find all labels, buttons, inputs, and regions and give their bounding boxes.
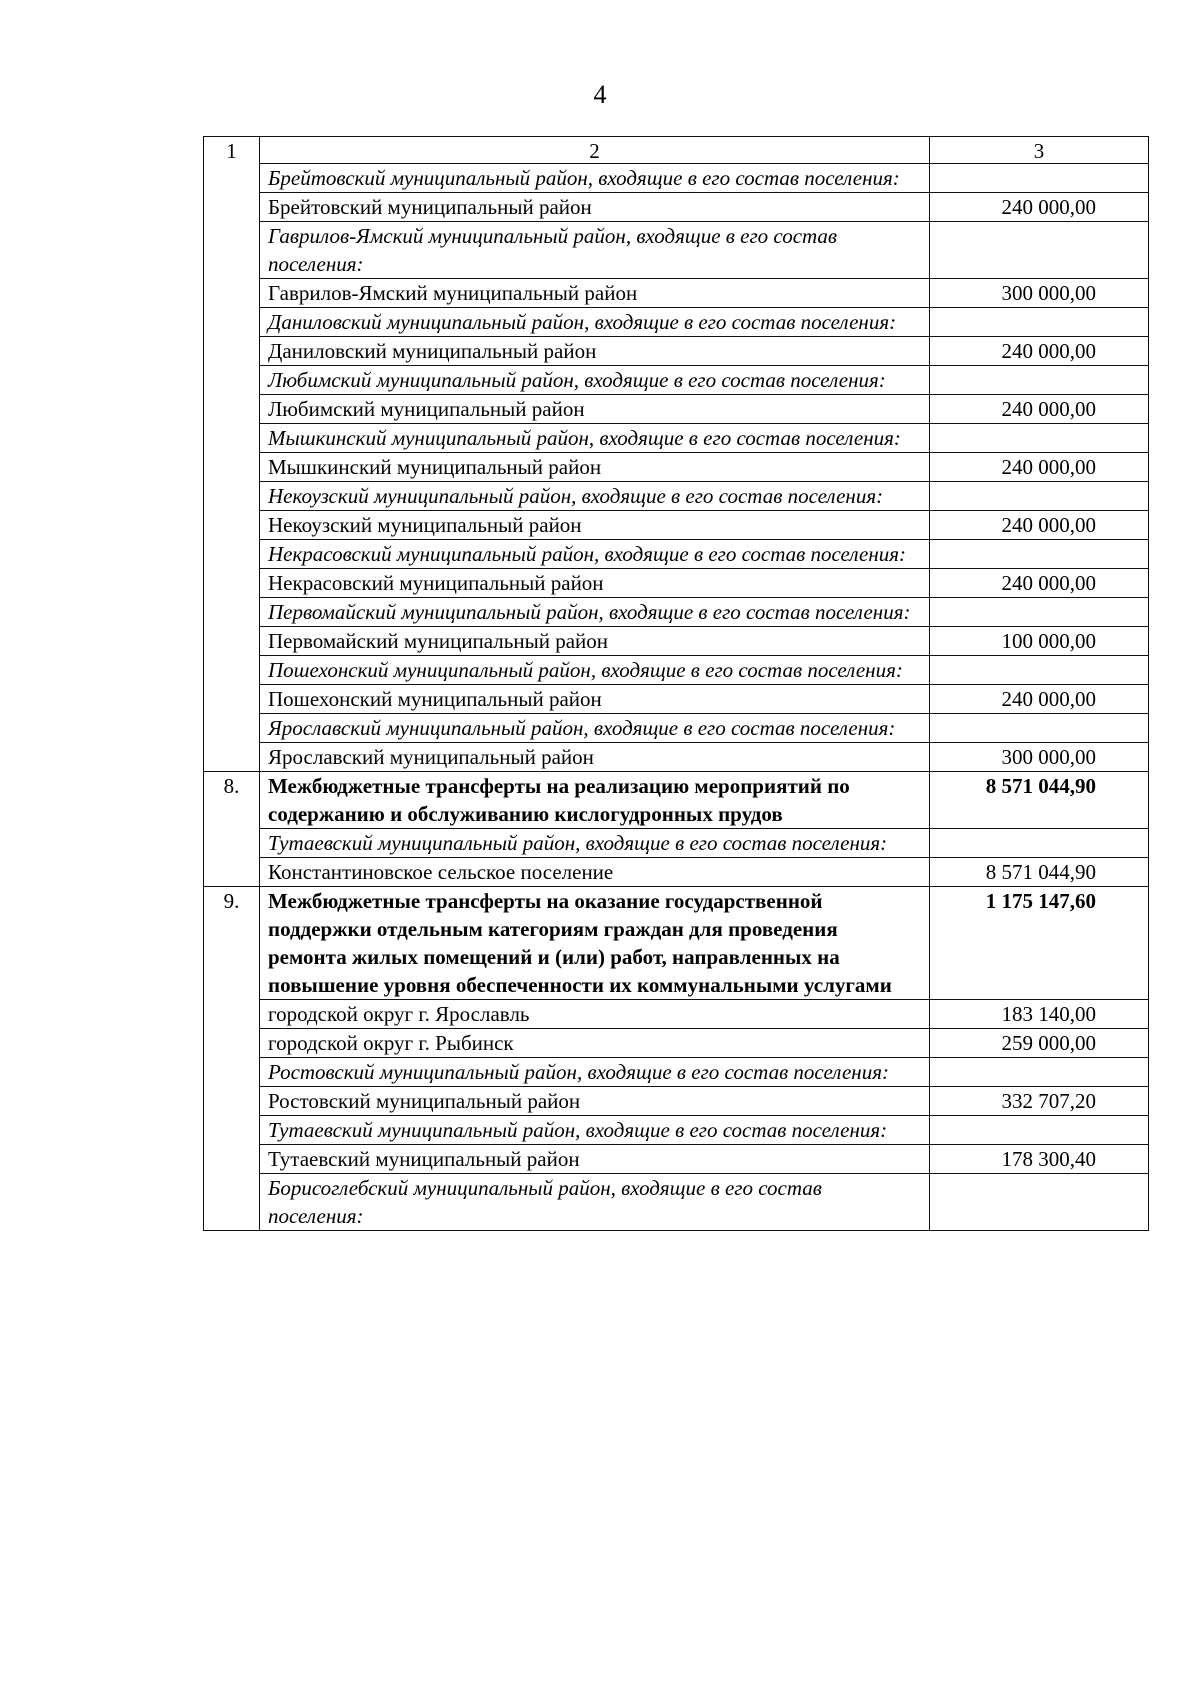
row-number-cell [204, 598, 260, 627]
row-number-cell [204, 308, 260, 337]
row-number-cell [204, 829, 260, 858]
row-amount-cell [930, 164, 1149, 193]
row-description-cell: Ярославский муниципальный район [260, 743, 930, 772]
row-description-cell: Мышкинский муниципальный район, входящие в его состав поселения: [260, 424, 930, 453]
page-number: 4 [593, 80, 607, 109]
table-row [204, 511, 1149, 540]
row-description-cell: Пошехонский муниципальный район, входящие в его состав поселения: [260, 656, 930, 685]
row-amount-cell: 100 000,00 [930, 627, 1149, 656]
row-description-cell: Некоузский муниципальный район, входящие в его состав поселения: [260, 482, 930, 511]
row-number-cell [204, 366, 260, 395]
row-amount-cell [930, 366, 1149, 395]
row-description-cell: Ростовский муниципальный район [260, 1087, 930, 1116]
table-row [204, 1058, 1149, 1087]
allocation-table [203, 136, 1149, 1231]
row-number-cell [204, 395, 260, 424]
table-row [204, 714, 1149, 743]
row-amount-cell: 8 571 044,90 [930, 858, 1149, 887]
row-amount-cell [930, 1058, 1149, 1087]
table-row [204, 627, 1149, 656]
row-number-cell [204, 714, 260, 743]
row-description-cell: Некрасовский муниципальный район [260, 569, 930, 598]
table-row [204, 598, 1149, 627]
row-number-cell [204, 540, 260, 569]
table-row [204, 540, 1149, 569]
row-amount-cell: 240 000,00 [930, 395, 1149, 424]
table-row [204, 395, 1149, 424]
row-amount-cell: 183 140,00 [930, 1000, 1149, 1029]
row-description-cell: Любимский муниципальный район [260, 395, 930, 424]
row-number-cell [204, 1087, 260, 1116]
row-amount-cell: 300 000,00 [930, 279, 1149, 308]
row-number-cell [204, 424, 260, 453]
row-amount-cell: 240 000,00 [930, 453, 1149, 482]
row-amount-cell [930, 1116, 1149, 1145]
table-row [204, 685, 1149, 714]
row-number-cell [204, 858, 260, 887]
row-description-cell: Межбюджетные трансферты на оказание государственной поддержки отдельным категориям граждан для проведения ремонта жилых помещений и (или) работ, направленных на повышение уровня обеспеченности их коммунальными услугами [260, 887, 930, 1000]
table-row [204, 222, 1149, 279]
row-number-cell [204, 743, 260, 772]
header-col-1: 1 [204, 137, 260, 164]
row-amount-cell [930, 598, 1149, 627]
row-description-cell: Брейтовский муниципальный район, входящие в его состав поселения: [260, 164, 930, 193]
row-amount-cell [930, 424, 1149, 453]
table-row [204, 453, 1149, 482]
row-number-cell [204, 569, 260, 598]
row-description-cell: Константиновское сельское поселение [260, 858, 930, 887]
row-number-cell [204, 164, 260, 193]
row-amount-cell: 178 300,40 [930, 1145, 1149, 1174]
row-description-cell: Борисоглебский муниципальный район, входящие в его состав поселения: [260, 1174, 930, 1231]
row-amount-cell: 240 000,00 [930, 569, 1149, 598]
row-description-cell: Ростовский муниципальный район, входящие в его состав поселения: [260, 1058, 930, 1087]
table-row [204, 482, 1149, 511]
table-body [204, 137, 1149, 1231]
table-row [204, 656, 1149, 685]
row-description-cell: Брейтовский муниципальный район [260, 193, 930, 222]
row-amount-cell [930, 540, 1149, 569]
row-description-cell: Мышкинский муниципальный район [260, 453, 930, 482]
row-amount-cell: 300 000,00 [930, 743, 1149, 772]
row-number-cell [204, 685, 260, 714]
row-description-cell: Даниловский муниципальный район, входящие в его состав поселения: [260, 308, 930, 337]
table-row [204, 1145, 1149, 1174]
table-row [204, 569, 1149, 598]
row-description-cell: Тутаевский муниципальный район [260, 1145, 930, 1174]
row-amount-cell: 259 000,00 [930, 1029, 1149, 1058]
table-row [204, 279, 1149, 308]
row-description-cell: Гаврилов-Ямский муниципальный район, входящие в его состав поселения: [260, 222, 930, 279]
row-number-cell [204, 337, 260, 366]
row-description-cell: Некоузский муниципальный район [260, 511, 930, 540]
row-amount-cell [930, 656, 1149, 685]
row-amount-cell: 240 000,00 [930, 337, 1149, 366]
row-description-cell: Пошехонский муниципальный район [260, 685, 930, 714]
row-amount-cell: 1 175 147,60 [930, 887, 1149, 1000]
table-row [204, 308, 1149, 337]
table-row [204, 337, 1149, 366]
table-row [204, 164, 1149, 193]
table-row [204, 424, 1149, 453]
row-amount-cell: 8 571 044,90 [930, 772, 1149, 829]
row-number-cell: 8. [204, 772, 260, 829]
row-description-cell: Первомайский муниципальный район [260, 627, 930, 656]
row-number-cell [204, 193, 260, 222]
row-number-cell: 9. [204, 887, 260, 1000]
row-number-cell [204, 1116, 260, 1145]
row-number-cell [204, 279, 260, 308]
row-number-cell [204, 627, 260, 656]
row-amount-cell [930, 714, 1149, 743]
table-row [204, 1029, 1149, 1058]
row-description-cell: Первомайский муниципальный район, входящие в его состав поселения: [260, 598, 930, 627]
table-row [204, 887, 1149, 1000]
table-row [204, 858, 1149, 887]
table-row [204, 743, 1149, 772]
table-row [204, 366, 1149, 395]
row-number-cell [204, 1058, 260, 1087]
row-number-cell [204, 222, 260, 279]
row-amount-cell: 240 000,00 [930, 511, 1149, 540]
row-description-cell: Межбюджетные трансферты на реализацию мероприятий по содержанию и обслуживанию кислогудронных прудов [260, 772, 930, 829]
row-number-cell [204, 511, 260, 540]
row-amount-cell: 332 707,20 [930, 1087, 1149, 1116]
table-row [204, 193, 1149, 222]
row-number-cell [204, 1029, 260, 1058]
table-row [204, 1116, 1149, 1145]
row-number-cell [204, 656, 260, 685]
row-description-cell: Даниловский муниципальный район [260, 337, 930, 366]
row-description-cell: городской округ г. Ярославль [260, 1000, 930, 1029]
table-row [204, 1087, 1149, 1116]
row-description-cell: Ярославский муниципальный район, входящие в его состав поселения: [260, 714, 930, 743]
row-number-cell [204, 482, 260, 511]
table-header-row [204, 137, 1149, 164]
row-amount-cell [930, 829, 1149, 858]
row-amount-cell [930, 308, 1149, 337]
row-number-cell [204, 1145, 260, 1174]
table-row [204, 829, 1149, 858]
row-number-cell [204, 1000, 260, 1029]
row-amount-cell [930, 222, 1149, 279]
table-row [204, 772, 1149, 829]
row-description-cell: Некрасовский муниципальный район, входящие в его состав поселения: [260, 540, 930, 569]
row-description-cell: городской округ г. Рыбинск [260, 1029, 930, 1058]
row-amount-cell [930, 1174, 1149, 1231]
row-number-cell [204, 453, 260, 482]
row-amount-cell: 240 000,00 [930, 685, 1149, 714]
row-number-cell [204, 1174, 260, 1231]
header-col-2: 2 [260, 137, 930, 164]
row-description-cell: Тутаевский муниципальный район, входящие в его состав поселения: [260, 1116, 930, 1145]
header-col-3: 3 [930, 137, 1149, 164]
table-row [204, 1000, 1149, 1029]
row-amount-cell [930, 482, 1149, 511]
row-description-cell: Тутаевский муниципальный район, входящие в его состав поселения: [260, 829, 930, 858]
table-row [204, 1174, 1149, 1231]
row-description-cell: Любимский муниципальный район, входящие в его состав поселения: [260, 366, 930, 395]
row-description-cell: Гаврилов-Ямский муниципальный район [260, 279, 930, 308]
row-amount-cell: 240 000,00 [930, 193, 1149, 222]
